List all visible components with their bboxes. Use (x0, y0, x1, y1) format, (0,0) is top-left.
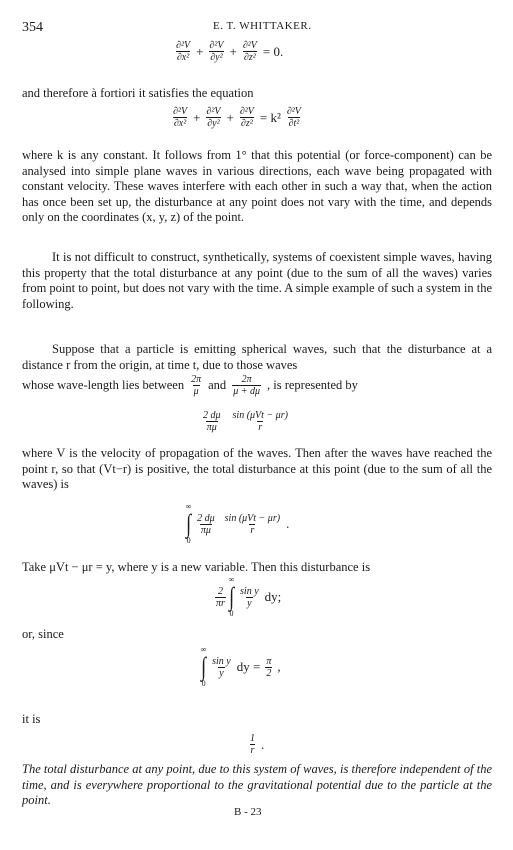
fraction: $\frac{\text{∂²V}}{\text{∂z²}}$ (242, 40, 257, 63)
paragraph: it is (22, 712, 41, 726)
paragraph-inline-fractions: whose wave-length lies between $\frac{2\pi}{\mu}$ and $\frac{2\pi}{\mu + d\mu}$ , is represented by (22, 374, 358, 397)
fraction: $\frac{1}{r}$ (250, 733, 255, 756)
paragraph: It is not difficult to construct, synthetically, systems of coexistent simple waves, having this property that the total disturbance at any point (due to the sum of all the waves) varies from point to point, but does not vary with the time. A simple example of such a system in the following. (22, 250, 492, 311)
fraction: $\frac{\text{∂²V}}{\text{∂x²}}$ (176, 40, 191, 63)
paragraph: where V is the velocity of propagation of the waves. Then after the waves have reached the point r, so that (Vt−r) is positive, the total disturbance at this point (due to the sum of all the waves) is (22, 446, 492, 492)
fraction: $\frac{\text{sin (μVt − μr)}}{r}$ (224, 512, 281, 536)
running-head: E. T. WHITTAKER. (213, 20, 312, 32)
fraction: $\frac{2}{\pi r}$ (216, 585, 225, 609)
fraction: $\frac{2\pi}{\mu}$ (191, 374, 202, 397)
fraction: $\frac{\text{∂²V}}{\text{∂t²}}$ (286, 106, 301, 129)
equation-result: $\frac{1}{r}$ . (250, 733, 265, 756)
equation-integral-total: ∞ ∫ 0 $\frac{2 d\mu}{\pi\mu}$ $\frac{\text{sin (μVt − μr)}}{r}$ . (185, 502, 290, 545)
fraction: $\frac{\text{∂²V}}{\text{∂z²}}$ (239, 106, 254, 129)
fraction: $\frac{\text{∂²V}}{\text{∂y²}}$ (209, 40, 224, 63)
fraction: $\frac{2\pi}{\mu + d\mu}$ (233, 374, 260, 397)
paragraph: Take μVt − μr = y, where y is a new variable. Then this disturbance is (22, 560, 371, 574)
integral-sign: ∞ ∫ 0 (185, 502, 192, 545)
paragraph: or, since (22, 627, 64, 641)
equation-substituted: $\frac{2}{\pi r}$ ∞ ∫ 0 $\frac{\text{sin y}}{y}$ dy; (216, 575, 282, 618)
integral-sign: ∞ ∫ 0 (200, 645, 207, 688)
conclusion-paragraph: The total disturbance at any point, due to this system of waves, is therefore independent of the time, and is everywhere proportional to the gravitational potential due to the particle at the point. (22, 762, 492, 808)
fraction: $\frac{\text{sin (μVt − μr)}}{r}$ (232, 410, 288, 433)
page-footer: B - 23 (234, 806, 262, 818)
fraction: $\frac{2 d\mu}{\pi\mu}$ (203, 410, 221, 433)
fraction: $\frac{\pi}{2}$ (266, 655, 272, 679)
paragraph: and therefore à fortiori it satisfies the equation (22, 86, 254, 100)
integral-sign: ∞ ∫ 0 (228, 575, 235, 618)
page-number: 354 (22, 20, 43, 35)
paragraph: where k is any constant. It follows from 1° that this potential (or force-component) can be analysed into simple plane waves in various directions, each wave being propagated with constant velocity. These waves interfere with each other in such a way that, when the action has once been set up, the disturbance at any point does not vary with the time, and depends only on the coordinates (x, y, z) of the point. (22, 148, 492, 225)
fraction: $\frac{\text{sin y}}{y}$ (212, 655, 231, 679)
fraction: $\frac{\text{∂²V}}{\text{∂y²}}$ (206, 106, 221, 129)
equation-laplace: $\frac{\text{∂²V}}{\text{∂x²}}$ + $\frac{\text{∂²V}}{\text{∂y²}}$ + $\frac{\text{∂²V}}{\text{∂z²}}$ = 0. (176, 40, 284, 63)
paragraph: Suppose that a particle is emitting spherical waves, such that the disturbance at a distance r from the origin, at time t, due to those waves (22, 342, 492, 372)
equation-disturbance (200, 410, 291, 433)
fraction: $\frac{2 d\mu}{\pi\mu}$ (197, 512, 215, 536)
fraction: $\frac{\text{sin y}}{y}$ (240, 585, 259, 609)
equation-wave: $\frac{\text{∂²V}}{\text{∂x²}}$ + $\frac{\text{∂²V}}{\text{∂y²}}$ + $\frac{\text{∂²V}}{\text{∂z²}}$ = k² $\frac{\text{∂²V}}{\text{∂t²}}$ (173, 106, 301, 129)
equation-dirichlet-integral: ∞ ∫ 0 $\frac{\text{sin y}}{y}$ dy = $\frac{\pi}{2}$ , (200, 645, 281, 688)
fraction: $\frac{\text{∂²V}}{\text{∂x²}}$ (173, 106, 188, 129)
